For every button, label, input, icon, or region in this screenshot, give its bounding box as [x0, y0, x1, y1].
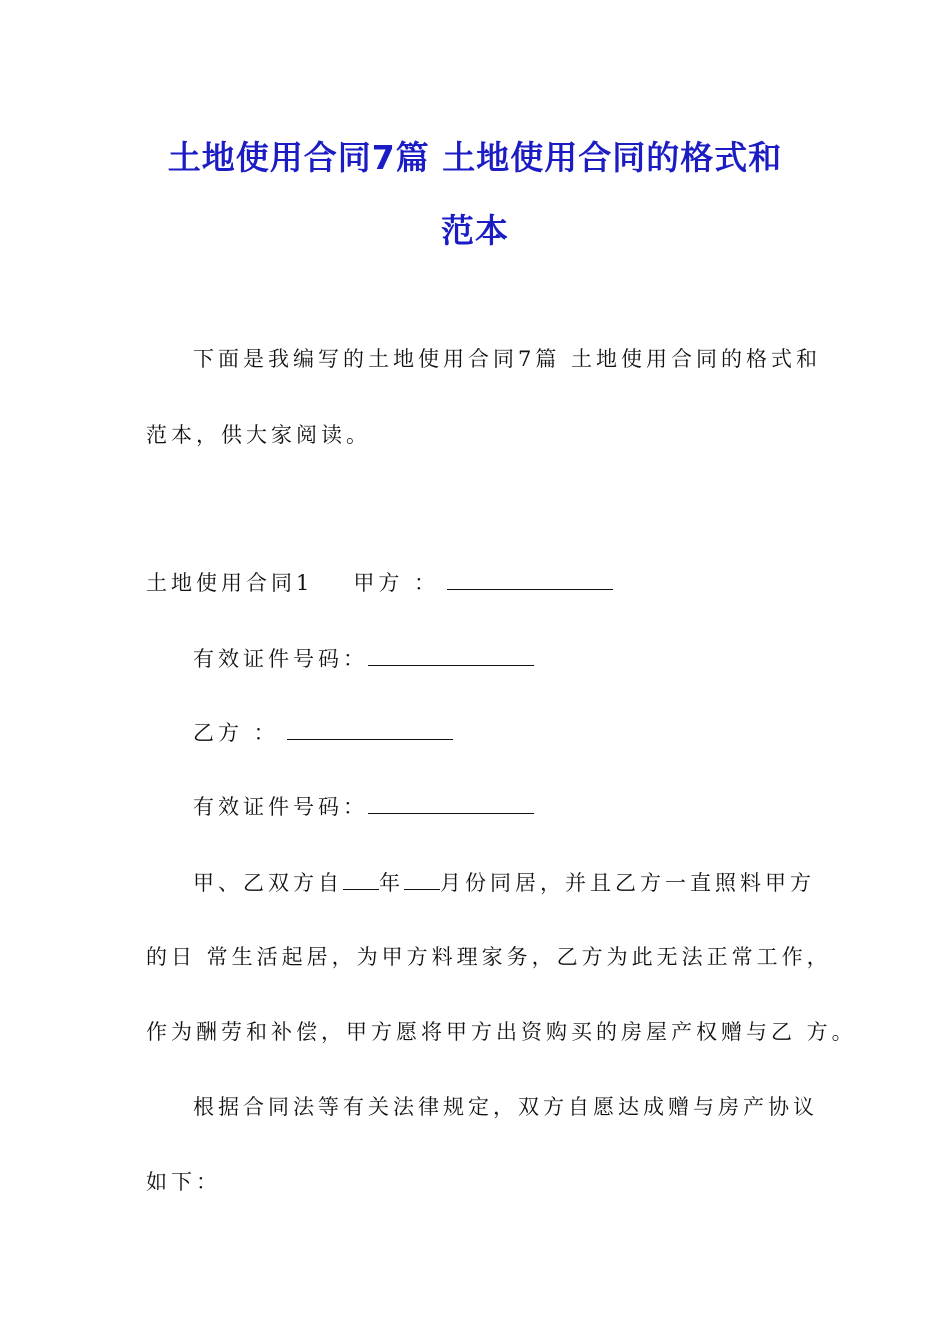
paragraph-2-line-1: 根据合同法等有关法律规定，双方自愿达成赠与房产协议 — [193, 1095, 818, 1119]
para1-year: 年 — [379, 871, 404, 895]
paragraph-2-line-2: 如下： — [146, 1170, 221, 1194]
paragraph-1-line-3: 作为酬劳和补偿，甲方愿将甲方出资购买的房屋产权赠与乙 方。 — [146, 1020, 857, 1044]
id-b-row — [193, 793, 534, 821]
party-b-blank — [287, 721, 453, 740]
paragraph-1-line-1 — [193, 869, 815, 897]
id-b-blank — [368, 795, 534, 814]
party-a-blank — [447, 571, 613, 590]
party-b-row — [193, 719, 453, 747]
contract-heading: 土地使用合同1 — [146, 571, 314, 595]
document-title-line-2: 范本 — [441, 211, 509, 250]
document-title-line-1: 土地使用合同7篇 土地使用合同的格式和 — [167, 138, 783, 177]
id-a-row — [193, 645, 534, 673]
year-blank — [343, 871, 379, 890]
para1-start: 甲、乙双方自 — [193, 871, 343, 895]
intro-line-1: 下面是我编写的土地使用合同7篇 土地使用合同的格式和 — [193, 347, 822, 371]
party-b-label: 乙方 ： — [193, 721, 279, 745]
intro-line-2: 范本，供大家阅读。 — [146, 423, 371, 447]
month-blank — [404, 871, 440, 890]
paragraph-1-line-2: 的日 常生活起居，为甲方料理家务，乙方为此无法正常工作， — [146, 945, 832, 969]
contract-heading-row — [146, 569, 613, 597]
id-b-label: 有效证件号码： — [193, 795, 368, 819]
para1-rest: 月份同居，并且乙方一直照料甲方 — [440, 871, 815, 895]
party-a-label: 甲方 ： — [353, 571, 440, 595]
id-a-label: 有效证件号码： — [193, 647, 368, 671]
id-a-blank — [368, 647, 534, 666]
